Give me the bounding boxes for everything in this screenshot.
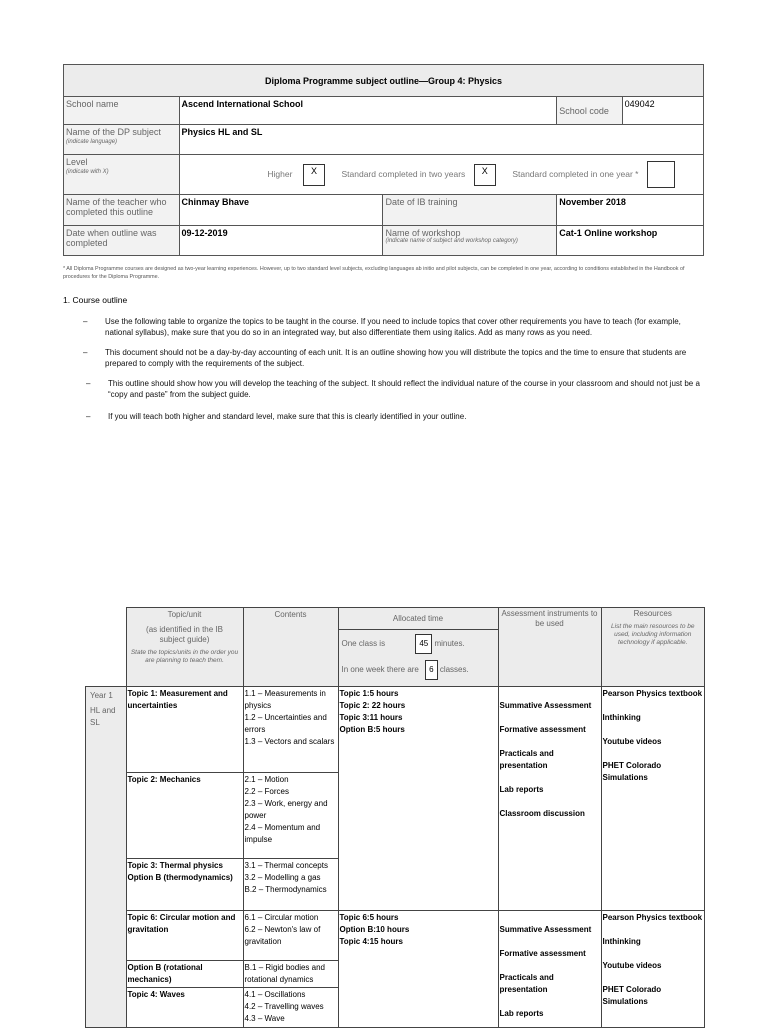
resource-item: Inthinking: [602, 713, 641, 722]
content-item: 2.1 – Motion: [244, 775, 289, 784]
contents-cell: [243, 859, 338, 911]
resource-item: Youtube videos: [602, 737, 662, 746]
assessment-item: Formative assessment: [499, 725, 586, 734]
time-cell: [338, 687, 498, 911]
topic-cell: Topic 4: Waves: [126, 988, 243, 1028]
time-item: Topic 3:11 hours: [339, 713, 403, 722]
resources-header-hint: List the main resources to be used, including information technology if applicable.: [611, 623, 695, 646]
topic-cell: Option B (rotational mechanics): [126, 961, 243, 988]
year-label: Year 1: [90, 691, 113, 700]
teacher-label: Name of the teacher who completed this outline: [64, 195, 180, 226]
workshop-label-cell: [383, 226, 557, 256]
dash-icon: –: [83, 317, 88, 326]
dash-icon: –: [86, 379, 91, 388]
contents-cell: [243, 687, 338, 773]
topic-cell: Topic 3: Thermal physics Option B (thermodynamics): [126, 859, 243, 911]
ib-training-label: Date of IB training: [383, 195, 557, 226]
resources-column-header: [601, 608, 705, 687]
resource-item: PHET Colorado Simulations: [602, 761, 662, 782]
time-item: Option B:5 hours: [339, 725, 405, 734]
instruction-text-2: This document should not be a day-by-day accounting of each unit. It is an outline showing how you will distribute the topics and the time to ensure that students are prepared to comply with the requirements of the subject.: [105, 348, 687, 368]
resource-item: Pearson Physics textbook: [602, 913, 703, 922]
resource-item: Youtube videos: [602, 961, 662, 970]
content-item: 6.1 – Circular motion: [244, 913, 319, 922]
school-code-label: School code: [557, 97, 622, 125]
content-item: 1.3 – Vectors and scalars: [244, 737, 335, 746]
sl-two-years-label: Standard completed in two years: [341, 168, 466, 179]
topic-header-sub: (as identified in the IB subject guide): [146, 625, 223, 644]
time-settings-cell: [338, 630, 498, 687]
school-code-value: 049042: [622, 97, 703, 125]
class-minutes-input[interactable]: 45: [415, 634, 432, 654]
assessment-column-header: Assessment instruments to be used: [498, 608, 601, 687]
level-hint: (indicate with X): [66, 169, 109, 175]
dash-icon: –: [83, 348, 88, 357]
assessment-item: Summative Assessment: [499, 701, 592, 710]
contents-column-header: Contents: [243, 608, 338, 687]
content-item: 2.2 – Forces: [244, 787, 289, 796]
footnote: * All Diploma Programme courses are designed as two-year learning experiences. However, up to two standard level subjects, excluding languages ab initio and pilot subjects, can be completed in one year, according to conditions established in the Handbook of procedures for the Diploma Programme.: [63, 266, 685, 280]
level-label-cell: [64, 155, 180, 195]
resource-item: PHET Colorado Simulations: [602, 985, 662, 1006]
ib-training-value: November 2018: [557, 195, 704, 226]
class-is-label: One class is: [341, 639, 386, 648]
content-item: 3.1 – Thermal concepts: [244, 861, 328, 870]
time-item: Topic 1:5 hours: [339, 689, 399, 698]
content-item: B.1 – Rigid bodies and rotational dynamics: [244, 963, 325, 984]
week-label: In one week there are: [341, 665, 419, 674]
instruction-text-3: This outline should show how you will develop the teaching of the subject. It should reflect the individual nature of the course in your classroom and should not just be a “copy and paste” from the subject guide.: [108, 379, 700, 399]
course-outline-table: [85, 607, 705, 1028]
instruction-bullet-3: [86, 378, 705, 400]
contents-cell: [243, 961, 338, 988]
topic-header-title: Topic/unit: [167, 610, 202, 619]
higher-label: Higher: [267, 168, 293, 179]
table-row: [86, 687, 705, 773]
school-name-label: School name: [64, 97, 180, 125]
assessment-item: Lab reports: [499, 1009, 544, 1018]
assessment-item: Practicals and presentation: [499, 973, 554, 994]
instruction-text-4: If you will teach both higher and standard level, make sure that this is clearly identified in your outline.: [108, 412, 467, 421]
school-name-value: Ascend International School: [179, 97, 557, 125]
content-item: 1.1 – Measurements in physics: [244, 689, 326, 710]
subject-outline-header-table: [63, 64, 704, 256]
time-item: Topic 4:15 hours: [339, 937, 403, 946]
content-item: 4.1 – Oscillations: [244, 990, 306, 999]
resource-item: Inthinking: [602, 937, 641, 946]
time-item: Topic 2: 22 hours: [339, 701, 406, 710]
content-item: 4.2 – Travelling waves: [244, 1002, 324, 1011]
content-item: B.2 – Thermodynamics: [244, 885, 327, 894]
topic-column-header: [126, 608, 243, 687]
minutes-label: minutes.: [434, 639, 465, 648]
weekly-classes-input[interactable]: 6: [425, 660, 437, 680]
time-item: Topic 6:5 hours: [339, 913, 399, 922]
year-sub-label: HL and SL: [90, 706, 116, 727]
workshop-value: Cat-1 Online workshop: [557, 226, 704, 256]
sl-two-years-checkbox[interactable]: X: [474, 164, 496, 186]
time-item: Option B:10 hours: [339, 925, 410, 934]
content-item: 4.3 – Wave: [244, 1014, 285, 1023]
course-outline-heading: 1. Course outline: [63, 295, 128, 305]
resources-cell: [601, 687, 705, 911]
subject-hint: (indicate language): [66, 139, 118, 145]
topic-cell: Topic 1: Measurement and uncertainties: [126, 687, 243, 773]
class-length-row: [342, 633, 495, 657]
instruction-bullet-1: [83, 316, 705, 338]
time-cell: [338, 911, 498, 1028]
topic-header-hint: State the topics/units in the order you are planning to teach them.: [130, 649, 239, 664]
contents-cell: [243, 773, 338, 859]
content-item: 2.3 – Work, energy and power: [244, 799, 328, 820]
content-item: 2.4 – Momentum and impulse: [244, 823, 321, 844]
subject-value: Physics HL and SL: [179, 125, 703, 155]
resources-header-title: Resources: [633, 609, 672, 618]
content-item: 1.2 – Uncertainties and errors: [244, 713, 327, 734]
subject-label-cell: [64, 125, 180, 155]
completed-date-value: 09-12-2019: [179, 226, 383, 256]
workshop-hint: (indicate name of subject and workshop category): [385, 238, 518, 244]
higher-checkbox[interactable]: X: [303, 164, 325, 186]
assessment-item: Formative assessment: [499, 949, 586, 958]
topic-cell: Topic 2: Mechanics: [126, 773, 243, 859]
level-options: [179, 155, 703, 195]
workshop-label: Name of workshop: [385, 228, 461, 238]
classes-label: classes.: [439, 665, 469, 674]
table-row: [86, 911, 705, 961]
teacher-value: Chinmay Bhave: [179, 195, 383, 226]
assessment-item: Practicals and presentation: [499, 749, 554, 770]
contents-cell: [243, 911, 338, 961]
assessment-item: Lab reports: [499, 785, 544, 794]
completed-date-label: Date when outline was completed: [64, 226, 180, 256]
content-item: 3.2 – Modelling a gas: [244, 873, 321, 882]
instruction-bullet-4: [86, 411, 705, 422]
instruction-text-1: Use the following table to organize the topics to be taught in the course. If you need to include topics that cover other requirements you have to teach (for example, national syllabus), make sure that you do so in an integrated way, but also differentiate them using italics. Add as many rows as you need.: [105, 317, 681, 337]
year-cell: [86, 687, 127, 1028]
document-title: Diploma Programme subject outline—Group 4: Physics: [64, 65, 704, 97]
assessment-cell: [498, 911, 601, 1028]
sl-one-year-label: Standard completed in one year *: [512, 168, 639, 179]
assessment-item: Summative Assessment: [499, 925, 592, 934]
instruction-bullet-2: [83, 347, 705, 369]
dash-icon: –: [86, 412, 91, 421]
assessment-item: Classroom discussion: [499, 809, 585, 818]
resource-item: Pearson Physics textbook: [602, 689, 703, 698]
resources-cell: [601, 911, 705, 1028]
topic-cell: Topic 6: Circular motion and gravitation: [126, 911, 243, 961]
assessment-cell: [498, 687, 601, 911]
time-column-header: Allocated time: [338, 608, 498, 630]
level-label: Level: [66, 157, 88, 167]
subject-label: Name of the DP subject: [66, 127, 161, 137]
content-item: 6.2 – Newton's law of gravitation: [244, 925, 321, 946]
weekly-classes-row: [342, 659, 495, 683]
contents-cell: [243, 988, 338, 1028]
sl-one-year-checkbox[interactable]: [647, 161, 675, 188]
